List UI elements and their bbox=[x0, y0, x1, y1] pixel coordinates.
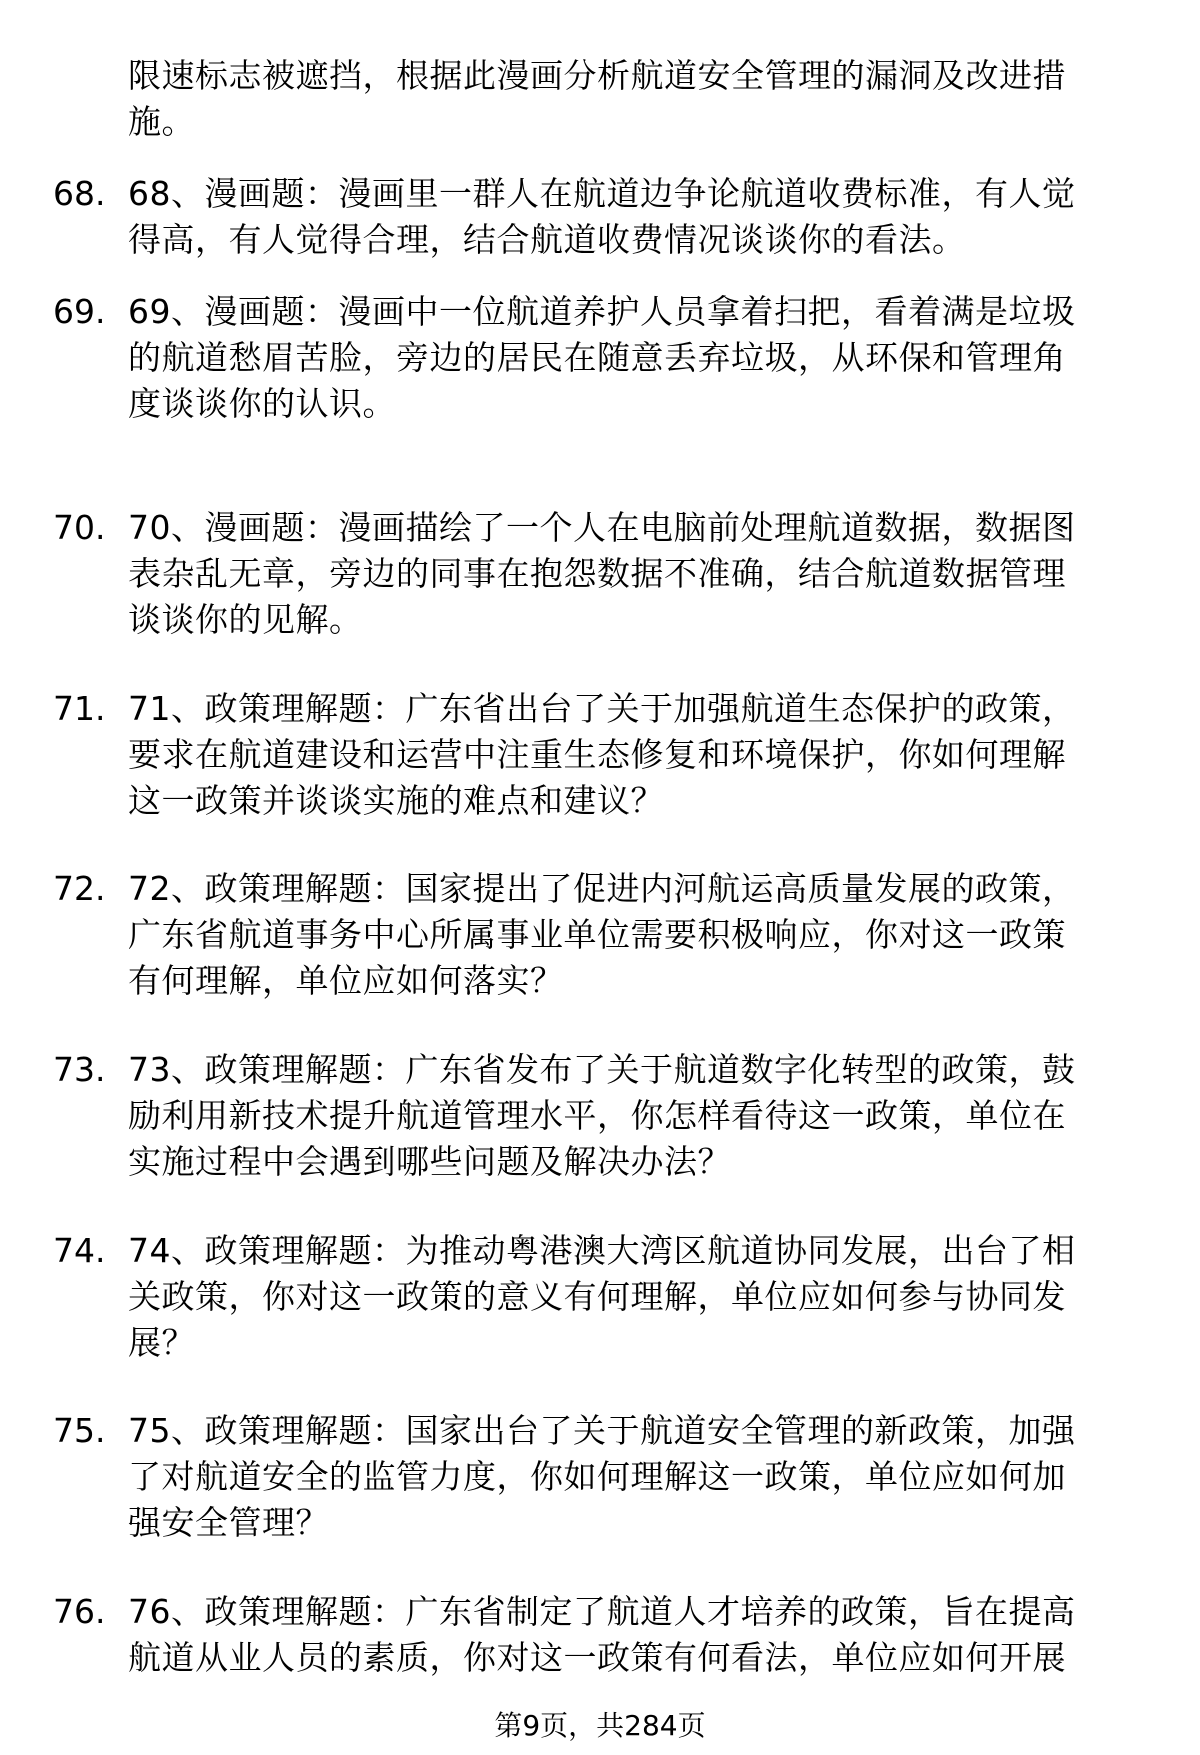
question-line: 68、漫画题：漫画里一群人在航道边争论航道收费标准，有人觉 bbox=[128, 174, 1076, 213]
question-line: 这一政策并谈谈实施的难点和建议？ bbox=[128, 781, 664, 820]
question-line: 76、政策理解题：广东省制定了航道人才培养的政策，旨在提高 bbox=[128, 1592, 1076, 1631]
question-line: 要求在航道建设和运营中注重生态修复和环境保护，你如何理解 bbox=[128, 735, 1066, 774]
question-line: 展？ bbox=[128, 1323, 195, 1362]
question-line: 72、政策理解题：国家提出了促进内河航运高质量发展的政策， bbox=[128, 869, 1076, 908]
question-line: 实施过程中会遇到哪些问题及解决办法？ bbox=[128, 1142, 731, 1181]
question-line: 75、政策理解题：国家出台了关于航道安全管理的新政策，加强 bbox=[128, 1411, 1076, 1450]
page-footer: 第9页，共284页 bbox=[494, 1709, 706, 1742]
question-line: 度谈谈你的认识。 bbox=[128, 384, 396, 423]
question-number: 74. bbox=[53, 1231, 106, 1270]
continuation-line: 施。 bbox=[128, 102, 195, 141]
question-line: 谈谈你的见解。 bbox=[128, 600, 363, 639]
question-line: 的航道愁眉苦脸，旁边的居民在随意丢弃垃圾，从环保和管理角 bbox=[128, 338, 1066, 377]
question-line: 励利用新技术提升航道管理水平，你怎样看待这一政策，单位在 bbox=[128, 1096, 1066, 1135]
question-line: 广东省航道事务中心所属事业单位需要积极响应，你对这一政策 bbox=[128, 915, 1066, 954]
question-number: 76. bbox=[53, 1592, 106, 1631]
question-line: 航道从业人员的素质，你对这一政策有何看法，单位应如何开展 bbox=[128, 1638, 1066, 1677]
question-number: 68. bbox=[53, 174, 106, 213]
question-line: 70、漫画题：漫画描绘了一个人在电脑前处理航道数据，数据图 bbox=[128, 508, 1076, 547]
question-line: 71、政策理解题：广东省出台了关于加强航道生态保护的政策， bbox=[128, 689, 1076, 728]
question-number: 69. bbox=[53, 292, 106, 331]
question-number: 73. bbox=[53, 1050, 106, 1089]
question-line: 73、政策理解题：广东省发布了关于航道数字化转型的政策，鼓 bbox=[128, 1050, 1076, 1089]
question-line: 强安全管理？ bbox=[128, 1503, 329, 1542]
question-line: 了对航道安全的监管力度，你如何理解这一政策，单位应如何加 bbox=[128, 1457, 1066, 1496]
question-line: 74、政策理解题：为推动粤港澳大湾区航道协同发展，出台了相 bbox=[128, 1231, 1076, 1270]
question-number: 72. bbox=[53, 869, 106, 908]
question-number: 70. bbox=[53, 508, 106, 547]
question-line: 得高，有人觉得合理，结合航道收费情况谈谈你的看法。 bbox=[128, 220, 966, 259]
question-line: 表杂乱无章，旁边的同事在抱怨数据不准确，结合航道数据管理 bbox=[128, 554, 1066, 593]
question-line: 69、漫画题：漫画中一位航道养护人员拿着扫把，看着满是垃圾 bbox=[128, 292, 1076, 331]
question-number: 71. bbox=[53, 689, 106, 728]
question-number: 75. bbox=[53, 1411, 106, 1450]
continuation-line: 限速标志被遮挡，根据此漫画分析航道安全管理的漏洞及改进措 bbox=[128, 56, 1066, 95]
question-line: 有何理解，单位应如何落实？ bbox=[128, 961, 564, 1000]
question-line: 关政策，你对这一政策的意义有何理解，单位应如何参与协同发 bbox=[128, 1277, 1066, 1316]
